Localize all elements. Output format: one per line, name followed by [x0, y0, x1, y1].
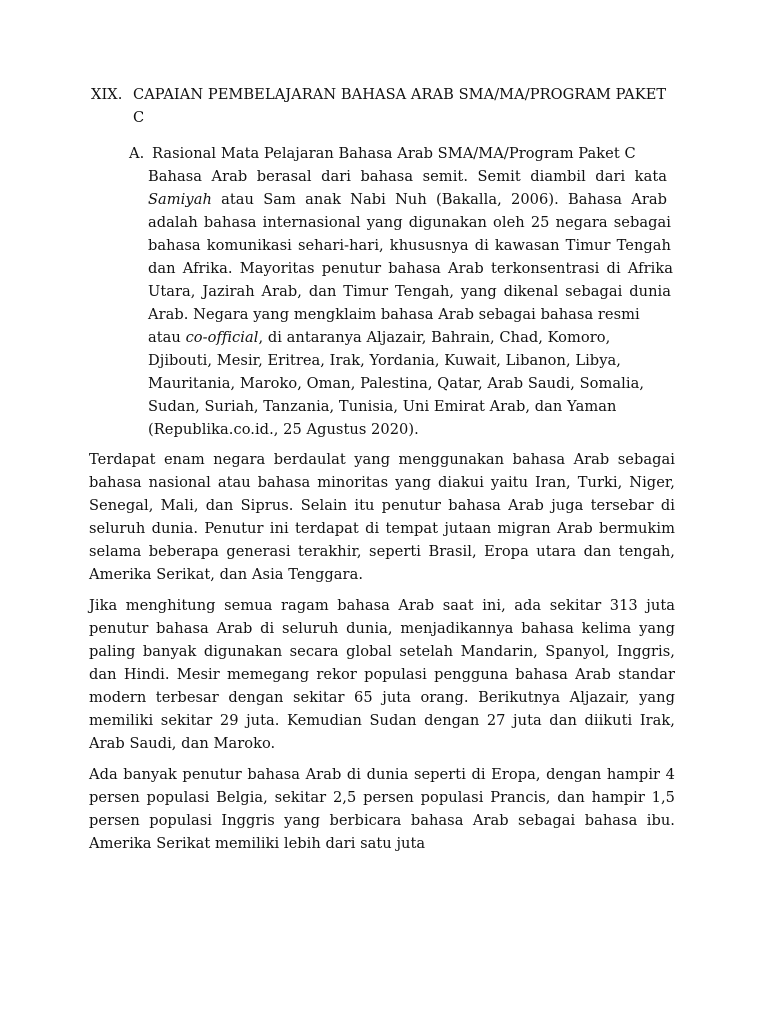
paragraph3-line-3: persen populasi Inggris yang berbicara bahasa Arab sebagai bahasa ibu. [89, 812, 675, 829]
emphasis-samiyah: Samiyah [148, 191, 212, 208]
section-a-line-8 [148, 328, 610, 348]
paragraph1-line-6: Amerika Serikat, dan Asia Tenggara. [89, 566, 364, 583]
section-a-line-6: Utara, Jazirah Arab, dan Timur Tengah, yang dikenal sebagai dunia [148, 283, 671, 300]
section-a-line-2 [148, 190, 667, 210]
paragraph2-line-2: penutur bahasa Arab di seluruh dunia, menjadikannya bahasa kelima yang [89, 620, 675, 637]
section-a-line-4: bahasa komunikasi sehari-hari, khususnya di kawasan Timur Tengah [148, 237, 671, 254]
section-a-marker: A. [129, 145, 145, 162]
paragraph3-line-1: Ada banyak penutur bahasa Arab di dunia seperti di Eropa, dengan hampir 4 [89, 766, 675, 783]
section-a-line-8-pre: atau [148, 329, 186, 346]
section-a-line-10: Mauritania, Maroko, Oman, Palestina, Qatar, Arab Saudi, Somalia, [148, 375, 645, 392]
section-a-line-9: Djibouti, Mesir, Eritrea, Irak, Yordania, Kuwait, Libanon, Libya, [148, 352, 621, 369]
paragraph2-line-3: paling banyak digunakan secara global setelah Mandarin, Spanyol, Inggris, [89, 643, 675, 660]
paragraph2-line-4: dan Hindi. Mesir memegang rekor populasi pengguna bahasa Arab standar [89, 666, 675, 683]
paragraph3-line-2: persen populasi Belgia, sekitar 2,5 persen populasi Prancis, dan hampir 1,5 [89, 789, 675, 806]
section-a-line-3: adalah bahasa internasional yang digunakan oleh 25 negara sebagai [148, 214, 671, 231]
paragraph3-line-4: Amerika Serikat memiliki lebih dari satu juta [89, 835, 426, 852]
paragraph1-line-2: bahasa nasional atau bahasa minoritas yang diakui yaitu Iran, Turki, Niger, [89, 474, 675, 491]
section-a-line-1: Bahasa Arab berasal dari bahasa semit. Semit diambil dari kata [148, 168, 667, 185]
paragraph1-line-5: selama beberapa generasi terakhir, seperti Brasil, Eropa utara dan tengah, [89, 543, 675, 560]
heading-number: XIX. [91, 86, 123, 103]
section-a-line-11: Sudan, Suriah, Tanzania, Tunisia, Uni Emirat Arab, dan Yaman [148, 398, 617, 415]
section-a-line-7: Arab. Negara yang mengklaim bahasa Arab sebagai bahasa resmi [148, 306, 640, 323]
section-a-line-12: (Republika.co.id., 25 Agustus 2020). [148, 421, 419, 438]
section-a-title: Rasional Mata Pelajaran Bahasa Arab SMA/MA/Program Paket C [152, 145, 636, 162]
paragraph2-line-1: Jika menghitung semua ragam bahasa Arab saat ini, ada sekitar 313 juta [89, 597, 675, 614]
emphasis-co-official: co-official [185, 329, 259, 346]
paragraph2-line-5: modern terbesar dengan sekitar 65 juta orang. Berikutnya Aljazair, yang [89, 689, 675, 706]
heading-title-line2: C [133, 109, 145, 126]
paragraph1-line-4: seluruh dunia. Penutur ini terdapat di tempat jutaan migran Arab bermukim [89, 520, 675, 537]
paragraph2-line-7: Arab Saudi, dan Maroko. [89, 735, 276, 752]
section-a-line-8-rest: , di antaranya Aljazair, Bahrain, Chad, Komoro, [258, 329, 611, 346]
section-a-line-2-rest: atau Sam anak Nabi Nuh (Bakalla, 2006). Bahasa Arab [211, 191, 667, 208]
section-a-line-5: dan Afrika. Mayoritas penutur bahasa Arab terkonsentrasi di Afrika [148, 260, 673, 277]
paragraph1-line-3: Senegal, Mali, dan Siprus. Selain itu penutur bahasa Arab juga tersebar di [89, 497, 675, 514]
paragraph1-line-1: Terdapat enam negara berdaulat yang menggunakan bahasa Arab sebagai [89, 451, 675, 468]
heading-title-line1: CAPAIAN PEMBELAJARAN BAHASA ARAB SMA/MA/PROGRAM PAKET [133, 86, 667, 103]
paragraph2-line-6: memiliki sekitar 29 juta. Kemudian Sudan dengan 27 juta dan diikuti Irak, [89, 712, 675, 729]
